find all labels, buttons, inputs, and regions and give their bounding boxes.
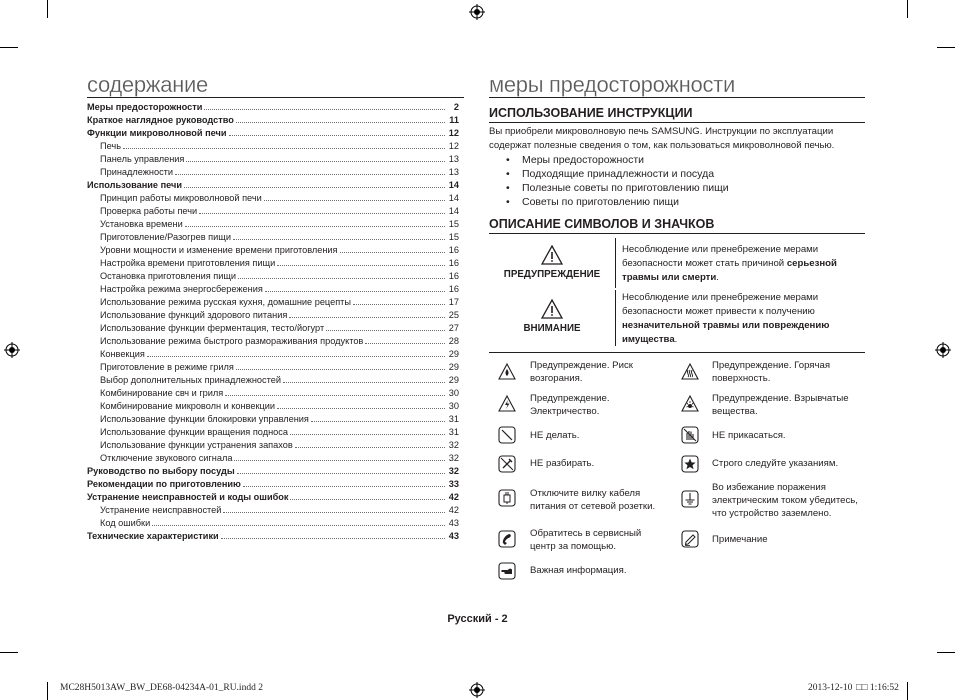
crop-mark [907, 0, 908, 18]
dot-leader [199, 212, 445, 214]
dot-leader [237, 472, 445, 474]
dot-leader [243, 485, 445, 487]
toc-entry-title: Использование функции блокировки управления [100, 414, 309, 424]
toc-entry-title: Рекомендации по приготовлению [87, 479, 241, 489]
toc-entry-title: Комбинирование свч и гриля [100, 388, 224, 398]
toc-entry-title: Использование функции устранения запахов [100, 440, 293, 450]
symbol-line: поверхность. [712, 373, 771, 384]
toc-entry-page: 30 [448, 401, 459, 411]
symbol-line: Строго следуйте указаниям. [712, 458, 839, 469]
toc-entry-page: 14 [448, 180, 459, 190]
dot-leader [236, 368, 445, 370]
dot-leader [236, 121, 445, 123]
toc-entry-page: 13 [448, 154, 459, 164]
toc-entry[interactable] [87, 504, 459, 517]
punctuation: . [674, 334, 678, 345]
registration-mark-icon [469, 682, 485, 698]
service-center-icon [498, 530, 516, 548]
important-info-icon [498, 562, 516, 580]
toc-entry[interactable] [87, 140, 459, 153]
dot-leader [238, 277, 445, 279]
toc-entry-page: 43 [448, 531, 459, 541]
toc-entry-page: 32 [448, 466, 459, 476]
dot-leader [311, 420, 445, 422]
symbol-description [712, 533, 768, 546]
toc-entry[interactable] [87, 478, 459, 491]
divider [615, 238, 616, 288]
intro-line: содержат полезные сведения о том, как пользоваться микроволновой печью. [489, 140, 835, 151]
unplug-icon [498, 489, 516, 507]
warning-label: ПРЕДУПРЕЖДЕНИЕ [503, 269, 601, 280]
warning-description [622, 243, 862, 285]
symbol-line: центр за помощью. [530, 541, 617, 552]
warning-line: Несоблюдение или пренебрежение мерами [622, 244, 819, 255]
hot-surface-icon [681, 363, 699, 381]
dot-leader [353, 303, 445, 305]
toc-entry-page: 27 [448, 323, 459, 333]
registration-mark-icon [935, 342, 951, 358]
toc-entry[interactable] [87, 348, 459, 361]
list-item: • Меры предосторожности [506, 153, 729, 167]
symbols-heading: ОПИСАНИЕ СИМВОЛОВ И ЗНАЧКОВ [489, 217, 715, 231]
symbol-line: что устройство заземлено. [712, 508, 832, 519]
toc-entry-page: 12 [448, 141, 459, 151]
toc-entry[interactable] [87, 452, 459, 465]
symbol-line: питания от сетевой розетки. [530, 501, 656, 512]
toc-entry-title: Использование режима быстрого размораживания продуктов [100, 336, 364, 346]
toc-entry-title: Отключение звукового сигнала [100, 453, 233, 463]
dot-leader [225, 394, 445, 396]
toc-entry-title: Принцип работы микроволновой печи [100, 193, 262, 203]
toc-entry[interactable] [87, 192, 459, 205]
symbol-description [712, 392, 849, 418]
symbol-line: Предупреждение. Горячая [712, 360, 831, 371]
toc-entry-page: 11 [449, 115, 459, 125]
symbol-line: Обратитесь в сервисный [530, 528, 642, 539]
toc-entry-page: 25 [448, 310, 459, 320]
print-date: 2013-12-10 [808, 683, 853, 693]
dot-leader [186, 160, 445, 162]
symbol-line: Предупреждение. Взрывчатые [712, 393, 849, 404]
explosive-icon [681, 395, 699, 413]
toc-entry-title: Выбор дополнительных принадлежностей [100, 375, 281, 385]
dot-leader [295, 446, 445, 448]
warning-triangle-icon [541, 245, 563, 265]
toc-entry-title: Приготовление/Разогрев пищи [100, 232, 231, 242]
caution-triangle-icon [541, 299, 563, 319]
toc-entry-page: 16 [448, 245, 459, 255]
usage-heading: ИСПОЛЬЗОВАНИЕ ИНСТРУКЦИИ [489, 106, 693, 120]
symbols-heading-rule [489, 233, 865, 234]
toc-entry[interactable] [87, 426, 459, 439]
usage-intro [489, 125, 859, 153]
toc-entry-page: 29 [448, 349, 459, 359]
usage-bullet-list [506, 153, 729, 209]
fire-hazard-icon [498, 363, 516, 381]
toc-entry[interactable] [87, 179, 459, 192]
toc-entry[interactable] [87, 361, 459, 374]
crop-mark [937, 47, 955, 48]
list-item: • Полезные советы по приготовлению пищи [506, 181, 729, 195]
toc-entry[interactable] [87, 335, 459, 348]
toc-entry-title: Функции микроволновой печи [87, 128, 227, 138]
toc-entry-page: 28 [448, 336, 459, 346]
dot-leader [152, 524, 445, 526]
dot-leader [340, 251, 445, 253]
crop-mark [0, 652, 18, 653]
symbol-description [530, 359, 633, 385]
toc-entry-title: Устранение неисправностей и коды ошибок [87, 492, 289, 502]
dot-leader [234, 459, 445, 461]
toc-entry-title: Панель управления [100, 154, 185, 164]
toc-entry[interactable] [87, 218, 459, 231]
toc-entry-title: Печь [100, 141, 121, 151]
toc-entry[interactable] [87, 322, 459, 335]
crop-mark [47, 0, 48, 18]
symbol-description [712, 359, 830, 385]
toc-entry-page: 31 [448, 427, 459, 437]
ground-icon [681, 490, 699, 508]
toc-entry-page: 32 [448, 453, 459, 463]
toc-entry[interactable] [87, 413, 459, 426]
symbol-line: Электричество. [530, 406, 600, 417]
toc-entry-title: Использование функции вращения подноса [100, 427, 288, 437]
dot-leader [123, 147, 445, 149]
caution-emphasis: незначительной травмы или повреждению [622, 320, 830, 331]
caution-emphasis: имущества [622, 334, 675, 345]
toc-entry[interactable] [87, 153, 459, 166]
dot-leader [265, 290, 445, 292]
caution-label: ВНИМАНИЕ [523, 323, 581, 334]
crop-mark [0, 47, 18, 48]
dot-leader [233, 238, 445, 240]
toc-entry[interactable] [87, 166, 459, 179]
caution-description [622, 291, 862, 347]
toc-entry-title: Проверка работы печи [100, 206, 198, 216]
dot-leader [277, 264, 445, 266]
toc-entry-title: Использование функции ферментация, тесто/йогурт [100, 323, 325, 333]
toc-entry-title: Настройка режима энергосбережения [100, 284, 263, 294]
section-title: меры предосторожности [489, 72, 735, 97]
dot-leader [175, 173, 445, 175]
symbol-line: Важная информация. [530, 565, 627, 576]
toc-entry[interactable] [87, 101, 459, 114]
symbol-description [530, 487, 655, 513]
toc-entry[interactable] [87, 114, 459, 127]
do-not-disassemble-icon [498, 455, 516, 473]
toc-entry-page: 16 [448, 284, 459, 294]
toc-entry-page: 42 [448, 505, 459, 515]
symbol-description [712, 481, 858, 520]
print-time: □□ 1:16:52 [856, 683, 899, 693]
dot-leader [204, 108, 445, 110]
symbol-line: Предупреждение. Риск [530, 360, 633, 371]
symbol-description [530, 429, 579, 442]
symbol-description [530, 457, 594, 470]
symbol-line: Примечание [712, 534, 768, 545]
symbol-description [712, 429, 786, 442]
list-item: • Советы по приготовлению пищи [506, 195, 729, 209]
dot-leader [289, 316, 445, 318]
symbol-line: Предупреждение. [530, 393, 610, 404]
warning-emphasis: травмы или смерти [622, 272, 717, 283]
dot-leader [264, 199, 445, 201]
dot-leader [326, 329, 445, 331]
toc-entry-title: Меры предосторожности [87, 102, 203, 112]
toc-entry[interactable] [87, 491, 459, 504]
dot-leader [147, 355, 445, 357]
symbol-line: НЕ прикасаться. [712, 430, 786, 441]
caution-line: Несоблюдение или пренебрежение мерами [622, 292, 819, 303]
toc-entry-title: Использование функций здорового питания [100, 310, 288, 320]
symbol-description [530, 392, 610, 418]
page-number: Русский - 2 [447, 613, 508, 625]
toc-entry-page: 16 [448, 271, 459, 281]
toc-entry-title: Использование печи [87, 180, 182, 190]
toc-entry-page: 42 [448, 492, 459, 502]
toc-entry-title: Устранение неисправностей [100, 505, 222, 515]
registration-mark-icon [469, 4, 485, 20]
toc-entry[interactable] [87, 374, 459, 387]
dot-leader [223, 511, 445, 513]
toc-entry-title: Комбинирование микроволн и конвекции [100, 401, 276, 411]
toc-entry[interactable] [87, 270, 459, 283]
toc-entry[interactable] [87, 205, 459, 218]
dot-leader [184, 186, 445, 188]
warning-line: безопасности может стать причиной [622, 258, 787, 269]
dot-leader [229, 134, 445, 136]
list-item: • Подходящие принадлежности и посуда [506, 167, 729, 181]
toc-entry[interactable] [87, 309, 459, 322]
crop-mark [937, 652, 955, 653]
toc-entry-page: 33 [448, 479, 459, 489]
symbol-line: НЕ делать. [530, 430, 580, 441]
symbol-description [530, 564, 627, 577]
warning-emphasis: серьезной [786, 258, 837, 269]
toc-entry-page: 17 [448, 297, 459, 307]
do-not-icon [498, 426, 516, 444]
toc-entry-title: Остановка приготовления пищи [100, 271, 237, 281]
toc-entry[interactable] [87, 283, 459, 296]
file-name: MC28H5013AW_BW_DE68-04234A-01_RU.indd 2 [60, 683, 263, 693]
toc-entry-title: Уровни мощности и изменение времени приготовления [100, 245, 338, 255]
symbol-line: возгорания. [530, 373, 583, 384]
symbols-table-rule [489, 352, 865, 353]
symbol-line: Во избежание поражения [712, 482, 826, 493]
toc-entry-page: 2 [453, 102, 459, 112]
caution-line: безопасности может привести к получению [622, 306, 815, 317]
toc-entry-page: 43 [448, 518, 459, 528]
toc-entry-page: 30 [448, 388, 459, 398]
symbol-line: НЕ разбирать. [530, 458, 595, 469]
toc-entry-title: Приготовление в режиме гриля [100, 362, 234, 372]
toc-entry-title: Установка времени [100, 219, 183, 229]
toc-entry[interactable] [87, 231, 459, 244]
toc-title-rule [87, 97, 464, 98]
toc-entry-page: 14 [448, 206, 459, 216]
symbol-description [530, 527, 641, 553]
note-icon [681, 530, 699, 548]
table-of-contents [87, 101, 459, 543]
toc-entry-title: Технические характеристики [87, 531, 219, 541]
toc-entry-page: 32 [448, 440, 459, 450]
toc-entry[interactable] [87, 257, 459, 270]
toc-entry-title: Использование режима русская кухня, домашние рецепты [100, 297, 351, 307]
toc-entry[interactable] [87, 296, 459, 309]
registration-mark-icon [4, 342, 20, 358]
toc-entry[interactable] [87, 465, 459, 478]
toc-entry-title: Конвекция [100, 349, 145, 359]
symbol-description [712, 457, 838, 470]
toc-title: содержание [87, 72, 208, 97]
toc-entry-page: 15 [448, 219, 459, 229]
toc-entry-page: 13 [448, 167, 459, 177]
dot-leader [185, 225, 445, 227]
follow-instructions-icon [681, 455, 699, 473]
dot-leader [290, 498, 445, 500]
toc-entry[interactable] [87, 387, 459, 400]
toc-entry[interactable] [87, 439, 459, 452]
symbol-line: вещества. [712, 406, 758, 417]
toc-entry[interactable] [87, 127, 459, 140]
toc-entry-page: 14 [448, 193, 459, 203]
symbol-line: Отключите вилку кабеля [530, 488, 641, 499]
toc-entry-title: Принадлежности [100, 167, 174, 177]
toc-entry-page: 12 [448, 128, 459, 138]
toc-entry-title: Руководство по выбору посуды [87, 466, 235, 476]
toc-entry-title: Настройка времени приготовления пищи [100, 258, 276, 268]
toc-entry[interactable] [87, 400, 459, 413]
dot-leader [283, 381, 445, 383]
divider [615, 290, 616, 346]
toc-entry[interactable] [87, 244, 459, 257]
toc-entry-page: 31 [448, 414, 459, 424]
dot-leader [277, 407, 445, 409]
toc-entry-page: 29 [448, 362, 459, 372]
usage-heading-rule [489, 122, 865, 123]
punctuation: . [716, 272, 719, 283]
symbol-line: электрическим током убедитесь, [712, 495, 858, 506]
section-title-rule [489, 97, 865, 98]
toc-entry-title: Код ошибки [100, 518, 151, 528]
toc-entry[interactable] [87, 530, 459, 543]
intro-line: Вы приобрели микроволновую печь SAMSUNG. Инструкции по эксплуатации [489, 126, 834, 137]
dot-leader [290, 433, 445, 435]
toc-entry[interactable] [87, 517, 459, 530]
toc-entry-title: Краткое наглядное руководство [87, 115, 234, 125]
toc-entry-page: 15 [448, 232, 459, 242]
electricity-icon [498, 395, 516, 413]
do-not-touch-icon [681, 426, 699, 444]
toc-entry-page: 16 [448, 258, 459, 268]
dot-leader [365, 342, 445, 344]
crop-mark [907, 682, 908, 700]
crop-mark [47, 682, 48, 700]
toc-entry-page: 29 [448, 375, 459, 385]
dot-leader [221, 537, 445, 539]
